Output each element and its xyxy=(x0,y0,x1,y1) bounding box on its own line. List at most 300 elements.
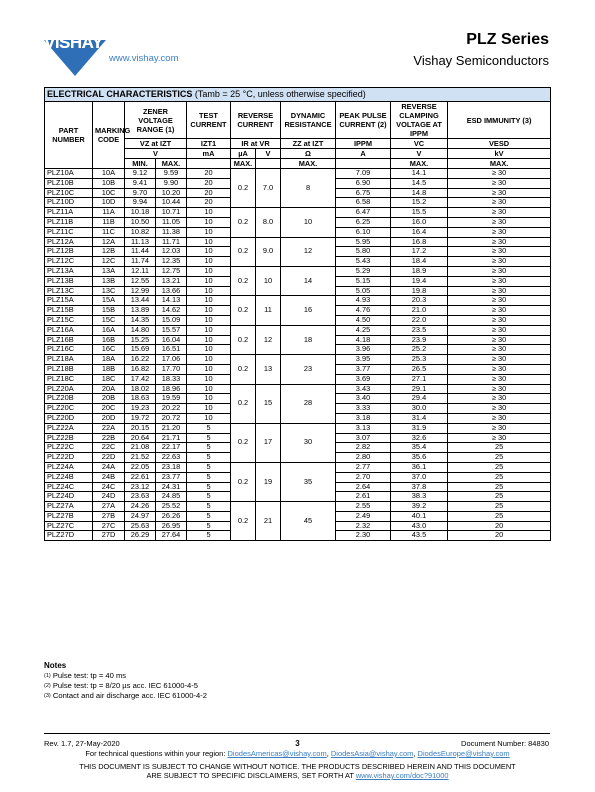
table-cell: 3.13 xyxy=(336,423,391,433)
table-cell: 10 xyxy=(187,296,231,306)
unit-peak: A xyxy=(336,149,391,159)
table-cell: 27.64 xyxy=(156,531,187,541)
table-cell: PLZ12B xyxy=(45,247,93,257)
table-cell: 4.50 xyxy=(336,315,391,325)
table-cell: 20D xyxy=(93,413,125,423)
table-cell: 25 xyxy=(448,462,551,472)
table-cell: 23.9 xyxy=(391,335,448,345)
table-cell: 10 xyxy=(187,286,231,296)
table-cell: 10.20 xyxy=(156,188,187,198)
sym-peak: IPPM xyxy=(336,139,391,149)
sym-esd: VESD xyxy=(448,139,551,149)
table-cell: 12.11 xyxy=(125,266,156,276)
table-cell: PLZ20A xyxy=(45,384,93,394)
table-cell: 10 xyxy=(187,227,231,237)
table-cell: 10 xyxy=(187,217,231,227)
table-cell: ≥ 30 xyxy=(448,227,551,237)
table-cell: 10.50 xyxy=(125,217,156,227)
table-cell: 8.0 xyxy=(256,208,281,237)
table-cell: PLZ27A xyxy=(45,502,93,512)
table-cell: ≥ 30 xyxy=(448,286,551,296)
table-cell: PLZ27C xyxy=(45,521,93,531)
table-cell: 37.8 xyxy=(391,482,448,492)
disclaimer: THIS DOCUMENT IS SUBJECT TO CHANGE WITHOUT NOTICE. THE PRODUCTS DESCRIBED HEREIN AND THIS DOCUMENT ARE SUBJECT TO SPECIFIC DISCLAIMERS, SET FORTH AT www.vishay.com/doc?91000 xyxy=(79,762,516,780)
table-cell: 13.89 xyxy=(125,306,156,316)
table-cell: 45 xyxy=(281,502,336,541)
table-cell: 16.51 xyxy=(156,345,187,355)
table-cell: 10 xyxy=(187,384,231,394)
table-cell: 5.29 xyxy=(336,266,391,276)
table-row xyxy=(45,169,551,179)
table-cell: 5.05 xyxy=(336,286,391,296)
table-cell: ≥ 30 xyxy=(448,325,551,335)
limit-ir-max: MAX. xyxy=(231,159,256,169)
notes-title: Notes xyxy=(44,661,67,670)
table-cell: ≥ 30 xyxy=(448,266,551,276)
table-cell: 31.9 xyxy=(391,423,448,433)
table-cell: 10 xyxy=(187,355,231,365)
limit-min: MIN. xyxy=(125,159,156,169)
table-cell: 15.2 xyxy=(391,198,448,208)
table-cell: 26.95 xyxy=(156,521,187,531)
unit-dyn: Ω xyxy=(281,149,336,159)
table-cell: 26.5 xyxy=(391,364,448,374)
table-cell: 6.47 xyxy=(336,208,391,218)
table-cell: 12.35 xyxy=(156,257,187,267)
table-cell: 6.90 xyxy=(336,178,391,188)
table-cell: PLZ10A xyxy=(45,169,93,179)
table-cell: PLZ27D xyxy=(45,531,93,541)
table-cell: PLZ22A xyxy=(45,423,93,433)
table-cell: 24.31 xyxy=(156,482,187,492)
table-cell: 22A xyxy=(93,423,125,433)
table-cell: 10 xyxy=(256,266,281,295)
sym-test: IZT1 xyxy=(187,139,231,149)
table-cell: 10 xyxy=(187,276,231,286)
table-cell: PLZ15A xyxy=(45,296,93,306)
table-cell: PLZ24D xyxy=(45,492,93,502)
table-cell: 17.06 xyxy=(156,355,187,365)
table-cell: PLZ20B xyxy=(45,394,93,404)
table-cell: 18.96 xyxy=(156,384,187,394)
col-esd-immunity: ESD IMMUNITY (3) xyxy=(448,102,551,139)
table-cell: PLZ24B xyxy=(45,472,93,482)
table-cell: 2.32 xyxy=(336,521,391,531)
table-cell: 16.82 xyxy=(125,364,156,374)
table-cell: 5.43 xyxy=(336,257,391,267)
table-cell: PLZ16A xyxy=(45,325,93,335)
table-cell: 21 xyxy=(256,502,281,541)
electrical-characteristics-table xyxy=(44,87,551,541)
table-cell: 24C xyxy=(93,482,125,492)
table-row xyxy=(45,462,551,472)
table-cell: 19 xyxy=(256,462,281,501)
table-cell: 9.0 xyxy=(256,237,281,266)
table-cell: 17 xyxy=(256,423,281,462)
table-cell: 11C xyxy=(93,227,125,237)
table-cell: ≥ 30 xyxy=(448,413,551,423)
table-cell: PLZ11A xyxy=(45,208,93,218)
table-cell: 10.18 xyxy=(125,208,156,218)
table-cell: 22C xyxy=(93,443,125,453)
table-cell: 25 xyxy=(448,482,551,492)
table-cell: 36.1 xyxy=(391,462,448,472)
page-number: 3 xyxy=(295,739,300,748)
table-cell: 2.55 xyxy=(336,502,391,512)
table-cell: 7.0 xyxy=(256,169,281,208)
unit-ir: µA xyxy=(231,149,256,159)
contact-line: For technical questions within your region: DiodesAmericas@vishay.com, DiodesAsia@vishay.com, DiodesEurope@vishay.com xyxy=(85,749,510,758)
table-cell: PLZ22D xyxy=(45,453,93,463)
table-row xyxy=(45,296,551,306)
table-cell: 35 xyxy=(281,462,336,501)
limit-peak xyxy=(336,159,391,169)
table-cell: 16.8 xyxy=(391,237,448,247)
table-cell: 15A xyxy=(93,296,125,306)
table-cell: 0.2 xyxy=(231,423,256,462)
col-peak-pulse-current: PEAK PULSE CURRENT (2) xyxy=(336,102,391,139)
table-row xyxy=(45,208,551,218)
table-cell: 23 xyxy=(281,355,336,384)
disclaimer-link[interactable]: www.vishay.com/doc?91000 xyxy=(355,771,449,780)
table-cell: 10 xyxy=(187,266,231,276)
table-cell: 37.0 xyxy=(391,472,448,482)
table-cell: 21.52 xyxy=(125,453,156,463)
table-cell: 5 xyxy=(187,472,231,482)
table-cell: 27B xyxy=(93,511,125,521)
table-cell: 10 xyxy=(187,335,231,345)
table-cell: 22.05 xyxy=(125,462,156,472)
table-cell: 18B xyxy=(93,364,125,374)
table-cell: 0.2 xyxy=(231,384,256,423)
table-cell: 2.49 xyxy=(336,511,391,521)
table-body xyxy=(45,169,551,541)
document-number: Document Number: 84830 xyxy=(461,739,549,748)
table-cell: PLZ12A xyxy=(45,237,93,247)
note-3: $^{(3)}$ Contact and air discharge acc. IEC 61000-4-2 xyxy=(44,691,207,700)
table-row xyxy=(45,325,551,335)
table-cell: 25.3 xyxy=(391,355,448,365)
table-cell: PLZ13A xyxy=(45,266,93,276)
table-cell: 22.17 xyxy=(156,443,187,453)
table-cell: 19.4 xyxy=(391,276,448,286)
table-cell: 3.33 xyxy=(336,404,391,414)
table-cell: 14 xyxy=(281,266,336,295)
table-cell: 14.8 xyxy=(391,188,448,198)
table-cell: 13.44 xyxy=(125,296,156,306)
table-cell: PLZ24C xyxy=(45,482,93,492)
email-americas-link[interactable]: DiodesAmericas@vishay.com xyxy=(227,749,327,758)
table-cell: 16.4 xyxy=(391,227,448,237)
table-cell: 20.72 xyxy=(156,413,187,423)
table-cell: 13B xyxy=(93,276,125,286)
table-cell: 11.71 xyxy=(156,237,187,247)
table-cell: 18.4 xyxy=(391,257,448,267)
table-cell: ≥ 30 xyxy=(448,169,551,179)
table-cell: 30 xyxy=(281,423,336,462)
table-cell: 12 xyxy=(256,325,281,354)
table-cell: 20 xyxy=(448,531,551,541)
table-cell: ≥ 30 xyxy=(448,237,551,247)
table-cell: PLZ27B xyxy=(45,511,93,521)
table-cell: 16.22 xyxy=(125,355,156,365)
limit-max: MAX. xyxy=(156,159,187,169)
table-cell: 26.26 xyxy=(156,511,187,521)
table-cell: 18.63 xyxy=(125,394,156,404)
table-cell: 2.80 xyxy=(336,453,391,463)
table-cell: PLZ13C xyxy=(45,286,93,296)
table-cell: 20 xyxy=(448,521,551,531)
table-cell: PLZ20C xyxy=(45,404,93,414)
table-cell: PLZ18C xyxy=(45,374,93,384)
table-cell: PLZ18B xyxy=(45,364,93,374)
table-cell: 20B xyxy=(93,394,125,404)
table-cell: 0.2 xyxy=(231,296,256,325)
table-cell: 27.1 xyxy=(391,374,448,384)
table-cell: 28 xyxy=(281,384,336,423)
table-cell: ≥ 30 xyxy=(448,217,551,227)
table-cell: 2.61 xyxy=(336,492,391,502)
table-cell: 31.4 xyxy=(391,413,448,423)
table-cell: 3.69 xyxy=(336,374,391,384)
table-cell: 14.62 xyxy=(156,306,187,316)
table-cell: 21.71 xyxy=(156,433,187,443)
limit-esd-max: MAX. xyxy=(448,159,551,169)
table-cell: 15.69 xyxy=(125,345,156,355)
table-cell: 11 xyxy=(256,296,281,325)
limit-clamp-max: MAX. xyxy=(391,159,448,169)
table-cell: 10 xyxy=(187,345,231,355)
table-cell: ≥ 30 xyxy=(448,178,551,188)
col-clamping-voltage: REVERSE CLAMPING VOLTAGE AT IPPM xyxy=(391,102,448,139)
table-cell: PLZ16C xyxy=(45,345,93,355)
table-cell: 5.80 xyxy=(336,247,391,257)
table-cell: 14.80 xyxy=(125,325,156,335)
table-cell: 16.04 xyxy=(156,335,187,345)
table-cell: 20 xyxy=(187,178,231,188)
table-cell: PLZ16B xyxy=(45,335,93,345)
table-cell: 11B xyxy=(93,217,125,227)
table-cell: 25.2 xyxy=(391,345,448,355)
table-cell: ≥ 30 xyxy=(448,276,551,286)
table-cell: 5 xyxy=(187,443,231,453)
table-cell: 20A xyxy=(93,384,125,394)
table-cell: 18.02 xyxy=(125,384,156,394)
table-cell: 22.63 xyxy=(156,453,187,463)
table-cell: 15.25 xyxy=(125,335,156,345)
table-row xyxy=(45,355,551,365)
table-cell: 12B xyxy=(93,247,125,257)
col-test-current: TEST CURRENT xyxy=(187,102,231,139)
table-cell: 11A xyxy=(93,208,125,218)
table-cell: 18.33 xyxy=(156,374,187,384)
series-title: PLZ Series xyxy=(466,31,549,48)
revision: Rev. 1.7, 27-May-2020 xyxy=(44,739,120,748)
table-cell: 25 xyxy=(448,492,551,502)
table-cell: 20 xyxy=(187,169,231,179)
table-cell: 10 xyxy=(187,208,231,218)
table-cell: 0.2 xyxy=(231,237,256,266)
table-cell: 5 xyxy=(187,521,231,531)
table-cell: 11.05 xyxy=(156,217,187,227)
table-cell: ≥ 30 xyxy=(448,433,551,443)
unit-vr: V xyxy=(256,149,281,159)
table-cell: PLZ15C xyxy=(45,315,93,325)
unit-esd: kV xyxy=(448,149,551,159)
table-cell: 25.52 xyxy=(156,502,187,512)
table-row xyxy=(45,266,551,276)
table-cell: 9.70 xyxy=(125,188,156,198)
company-name: Vishay Semiconductors xyxy=(413,53,549,68)
table-cell: 12 xyxy=(281,237,336,266)
table-cell: 25.63 xyxy=(125,521,156,531)
table-cell: 3.07 xyxy=(336,433,391,443)
table-row xyxy=(45,384,551,394)
table-cell: ≥ 30 xyxy=(448,315,551,325)
table-cell: ≥ 30 xyxy=(448,296,551,306)
unit-clamp: V xyxy=(391,149,448,159)
table-cell: 5 xyxy=(187,482,231,492)
table-cell: ≥ 30 xyxy=(448,404,551,414)
email-asia-link[interactable]: DiodesAsia@vishay.com xyxy=(330,749,414,758)
col-part-number: PART NUMBER xyxy=(45,102,93,169)
table-cell: 20 xyxy=(187,198,231,208)
table-cell: PLZ20D xyxy=(45,413,93,423)
table-cell: PLZ10D xyxy=(45,198,93,208)
email-europe-link[interactable]: DiodesEurope@vishay.com xyxy=(417,749,510,758)
table-cell: 8 xyxy=(281,169,336,208)
col-reverse-current: REVERSE CURRENT xyxy=(231,102,281,139)
table-cell: 18.9 xyxy=(391,266,448,276)
footer-divider xyxy=(44,733,550,734)
table-cell: 10 xyxy=(281,208,336,237)
table-cell: ≥ 30 xyxy=(448,364,551,374)
table-cell: 20C xyxy=(93,404,125,414)
table-cell: 0.2 xyxy=(231,502,256,541)
table-cell: 10D xyxy=(93,198,125,208)
table-cell: ≥ 30 xyxy=(448,355,551,365)
table-cell: PLZ10B xyxy=(45,178,93,188)
table-cell: 13.21 xyxy=(156,276,187,286)
table-cell: 35.6 xyxy=(391,453,448,463)
table-cell: 2.30 xyxy=(336,531,391,541)
table-cell: 10 xyxy=(187,374,231,384)
table-cell: 25 xyxy=(448,502,551,512)
table-cell: 6.58 xyxy=(336,198,391,208)
table-cell: 12.55 xyxy=(125,276,156,286)
col-dynamic-resistance: DYNAMIC RESISTANCE xyxy=(281,102,336,139)
table-cell: 11.38 xyxy=(156,227,187,237)
table-cell: 5 xyxy=(187,423,231,433)
table-cell: 23.63 xyxy=(125,492,156,502)
table-cell: 0.2 xyxy=(231,169,256,208)
table-cell: PLZ12C xyxy=(45,257,93,267)
table-cell: 11.74 xyxy=(125,257,156,267)
table-cell: 22.0 xyxy=(391,315,448,325)
table-cell: 10.82 xyxy=(125,227,156,237)
table-cell: 16.0 xyxy=(391,217,448,227)
table-cell: ≥ 30 xyxy=(448,257,551,267)
table-cell: PLZ11B xyxy=(45,217,93,227)
table-cell: 15.09 xyxy=(156,315,187,325)
table-cell: 30.0 xyxy=(391,404,448,414)
table-cell: ≥ 30 xyxy=(448,423,551,433)
table-cell: 16A xyxy=(93,325,125,335)
table-cell: 0.2 xyxy=(231,462,256,501)
table-cell: 25 xyxy=(448,443,551,453)
notes xyxy=(44,661,207,701)
table-cell: 17.2 xyxy=(391,247,448,257)
table-cell: 25 xyxy=(448,511,551,521)
table-cell: 15C xyxy=(93,315,125,325)
table-cell: 43.0 xyxy=(391,521,448,531)
table-cell: 24B xyxy=(93,472,125,482)
table-cell: ≥ 30 xyxy=(448,208,551,218)
table-cell: 20 xyxy=(187,188,231,198)
table-cell: 6.75 xyxy=(336,188,391,198)
table-cell: 27A xyxy=(93,502,125,512)
table-cell: 2.77 xyxy=(336,462,391,472)
table-cell: 16C xyxy=(93,345,125,355)
table-cell: ≥ 30 xyxy=(448,345,551,355)
table-cell: ≥ 30 xyxy=(448,247,551,257)
table-cell: PLZ18A xyxy=(45,355,93,365)
sym-zener: VZ at IZT xyxy=(125,139,187,149)
table-cell: 5 xyxy=(187,453,231,463)
table-cell: 11.13 xyxy=(125,237,156,247)
table-cell: 10 xyxy=(187,413,231,423)
table-cell: 23.77 xyxy=(156,472,187,482)
table-cell: 5.15 xyxy=(336,276,391,286)
table-cell: 16 xyxy=(281,296,336,325)
col-marking-code: MARKING CODE xyxy=(93,102,125,169)
table-cell: 11.44 xyxy=(125,247,156,257)
table-cell: 27D xyxy=(93,531,125,541)
table-cell: 4.18 xyxy=(336,335,391,345)
table-cell: 7.09 xyxy=(336,169,391,179)
table-cell: 10 xyxy=(187,257,231,267)
table-cell: 9.59 xyxy=(156,169,187,179)
table-cell: 20.64 xyxy=(125,433,156,443)
table-cell: ≥ 30 xyxy=(448,335,551,345)
table-cell: 22B xyxy=(93,433,125,443)
table-cell: 6.10 xyxy=(336,227,391,237)
table-cell: 20.3 xyxy=(391,296,448,306)
table-cell: 3.95 xyxy=(336,355,391,365)
table-cell: 4.25 xyxy=(336,325,391,335)
table-cell: 13.66 xyxy=(156,286,187,296)
table-cell: 10 xyxy=(187,237,231,247)
table-cell: 15.5 xyxy=(391,208,448,218)
unit-test: mA xyxy=(187,149,231,159)
table-cell: 29.4 xyxy=(391,394,448,404)
table-cell: 10 xyxy=(187,394,231,404)
table-cell: 5 xyxy=(187,462,231,472)
table-cell: 2.82 xyxy=(336,443,391,453)
table-cell: 16B xyxy=(93,335,125,345)
table-cell: 10 xyxy=(187,306,231,316)
table-cell: 10.44 xyxy=(156,198,187,208)
website-link[interactable]: www.vishay.com xyxy=(109,53,179,64)
table-cell: 14.13 xyxy=(156,296,187,306)
table-cell: 5 xyxy=(187,502,231,512)
table-cell: PLZ22B xyxy=(45,433,93,443)
table-cell: 18 xyxy=(281,325,336,354)
table-cell: ≥ 30 xyxy=(448,198,551,208)
table-cell: PLZ11C xyxy=(45,227,93,237)
limit-test xyxy=(187,159,231,169)
table-cell: 3.43 xyxy=(336,384,391,394)
